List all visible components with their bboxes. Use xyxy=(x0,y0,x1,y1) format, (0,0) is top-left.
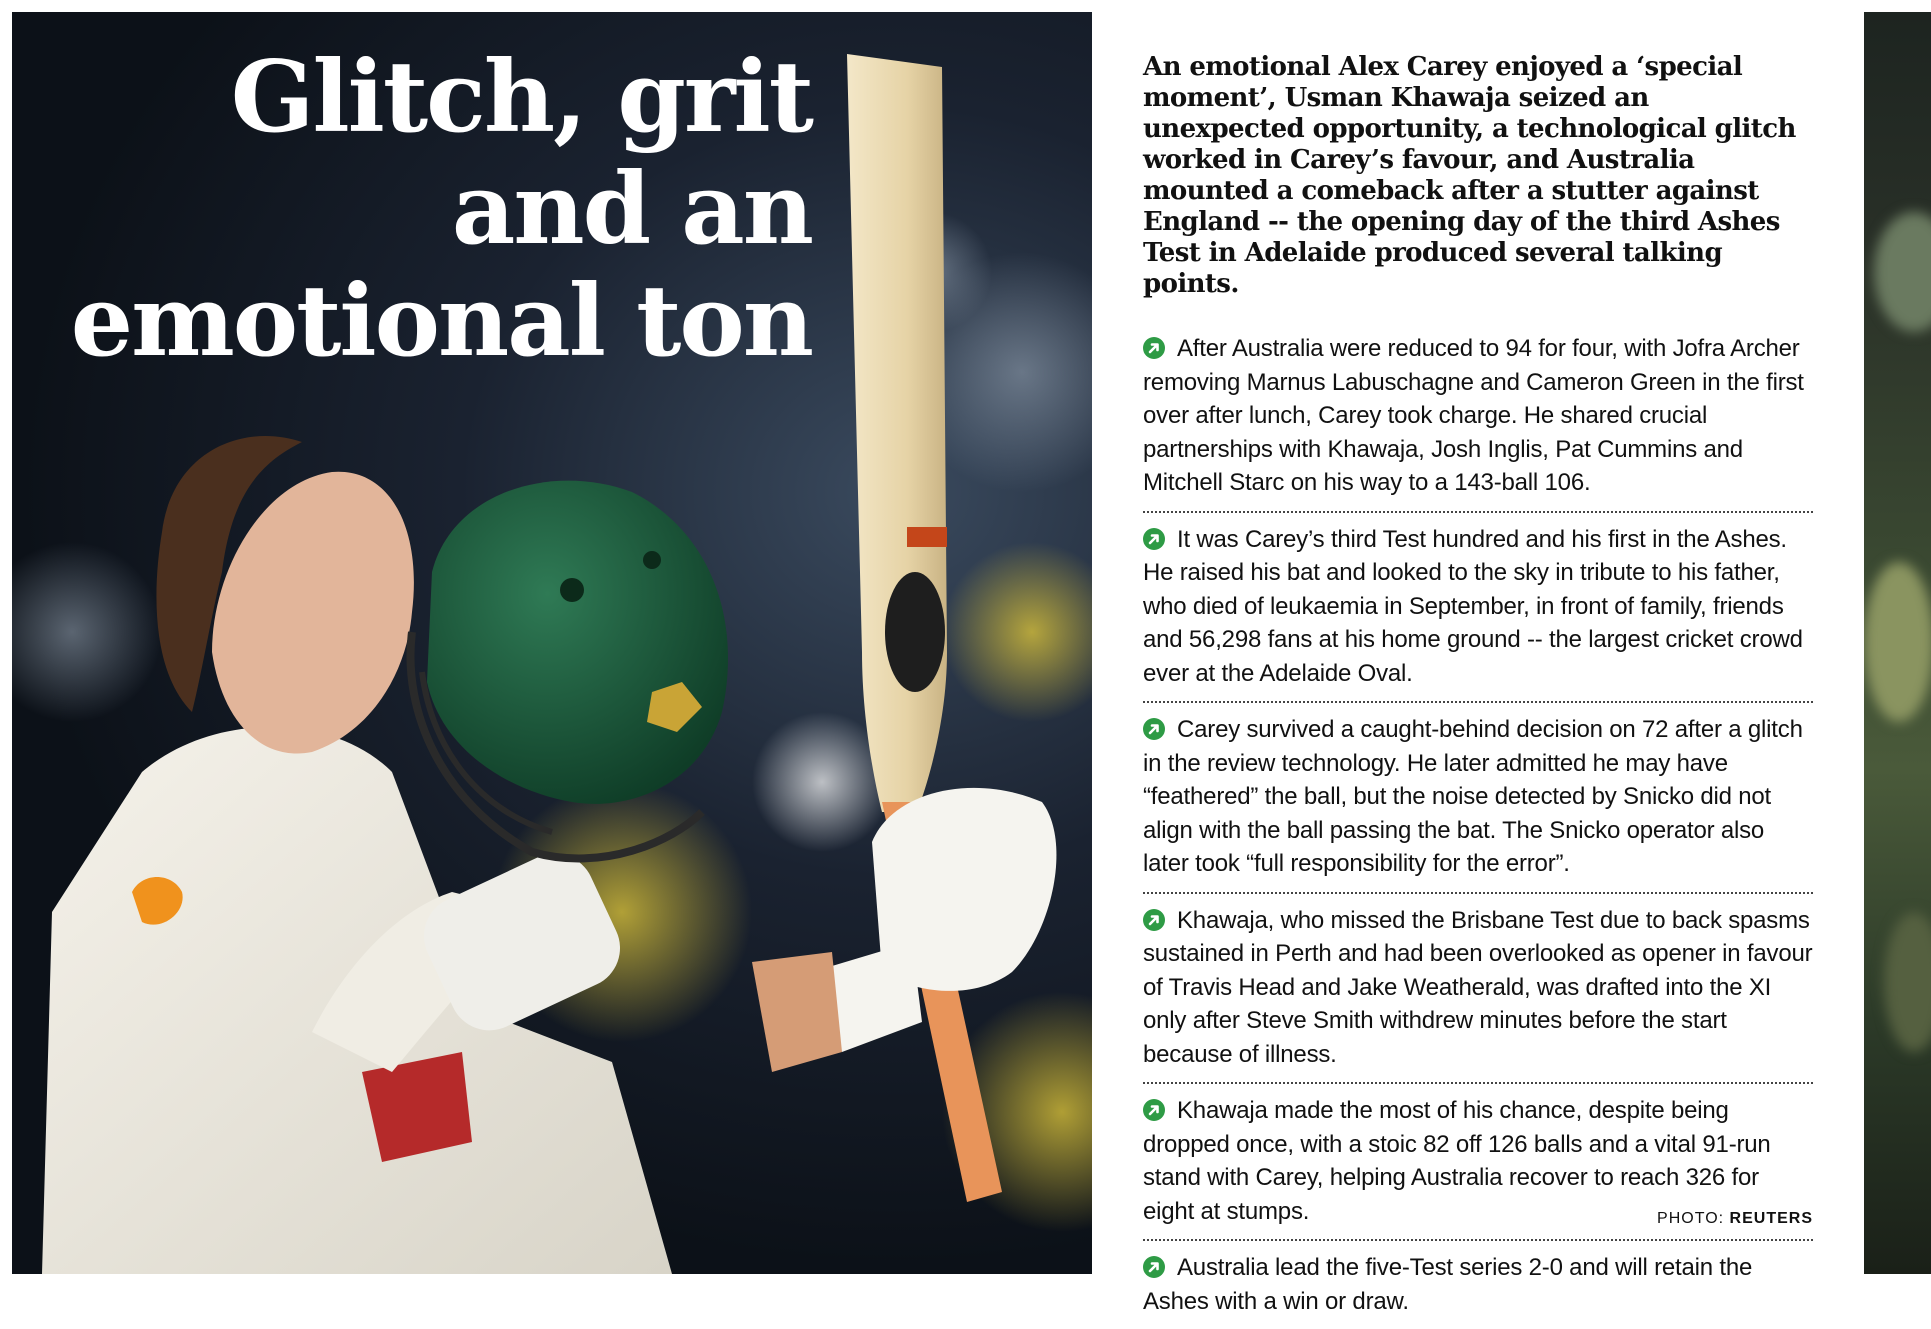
photo-credit xyxy=(1657,1210,1813,1228)
talking-point xyxy=(1143,703,1813,894)
talking-point-text: After Australia were reduced to 94 for four, with Jofra Archer removing Marnus Labuschagne and Cameron Green in the first over after lunch, Carey took charge. He shared crucial partnerships with Khawaja, Josh Inglis, Pat Cummins and Mitchell Starc on his way to a 143-ball 106. xyxy=(1143,335,1804,496)
arrow-up-right-circle-icon xyxy=(1143,1099,1165,1121)
arrow-up-right-circle-icon xyxy=(1143,718,1165,740)
talking-point xyxy=(1143,332,1813,513)
talking-point-text: Khawaja, who missed the Brisbane Test due to back spasms sustained in Perth and had been overlooked as opener in favour of Travis Head and Jake Weatherald, was drafted into the XI only after Steve Smith withdrew minutes before the start because of illness. xyxy=(1143,906,1813,1068)
article-column xyxy=(1143,52,1813,1329)
talking-point xyxy=(1143,513,1813,704)
talking-point-text: It was Carey’s third Test hundred and his first in the Ashes. He raised his bat and looked to the sky in tribute to his father, who died of leukaemia in September, in front of family, friends and 56,298 fans at his home ground -- the largest cricket crowd ever at the Adelaide Oval. xyxy=(1143,525,1803,687)
talking-point xyxy=(1143,894,1813,1085)
photo-credit-prefix: PHOTO: xyxy=(1657,1210,1725,1227)
headline xyxy=(71,42,812,378)
talking-point-text: Australia lead the five-Test series 2-0 and will retain the Ashes with a win or draw. xyxy=(1143,1254,1753,1315)
photo-credit-source: REUTERS xyxy=(1729,1210,1813,1227)
talking-point xyxy=(1143,1241,1813,1329)
arrow-up-right-circle-icon xyxy=(1143,1256,1165,1278)
arrow-up-right-circle-icon xyxy=(1143,909,1165,931)
talking-point-text: Carey survived a caught-behind decision on 72 after a glitch in the review technology. He later admitted he may have “feathered” the ball, but the noise detected by Snicko did not align with the ball passing the bat. The Snicko operator also later took “full responsibility for the error”. xyxy=(1143,716,1803,877)
talking-point-text: Khawaja made the most of his chance, despite being dropped once, with a stoic 82 off 126 balls and a vital 91-run stand with Carey, helping Australia recover to reach 326 for eight at stumps. xyxy=(1143,1097,1771,1225)
hero-photo xyxy=(12,12,1092,1274)
headline-line-2: and an xyxy=(451,152,812,267)
adjacent-photo-edge xyxy=(1864,12,1931,1274)
arrow-up-right-circle-icon xyxy=(1143,337,1165,359)
arrow-up-right-circle-icon xyxy=(1143,528,1165,550)
headline-line-3: emotional ton xyxy=(70,264,812,379)
headline-line-1: Glitch, grit xyxy=(230,40,812,155)
intro-paragraph: An emotional Alex Carey enjoyed a ‘special moment’, Usman Khawaja seized an unexpected opportunity, a technological glitch worked in Carey’s favour, and Australia mounted a comeback after a stutter against England -- the opening day of the third Ashes Test in Adelaide produced several talking points. xyxy=(1143,52,1796,299)
